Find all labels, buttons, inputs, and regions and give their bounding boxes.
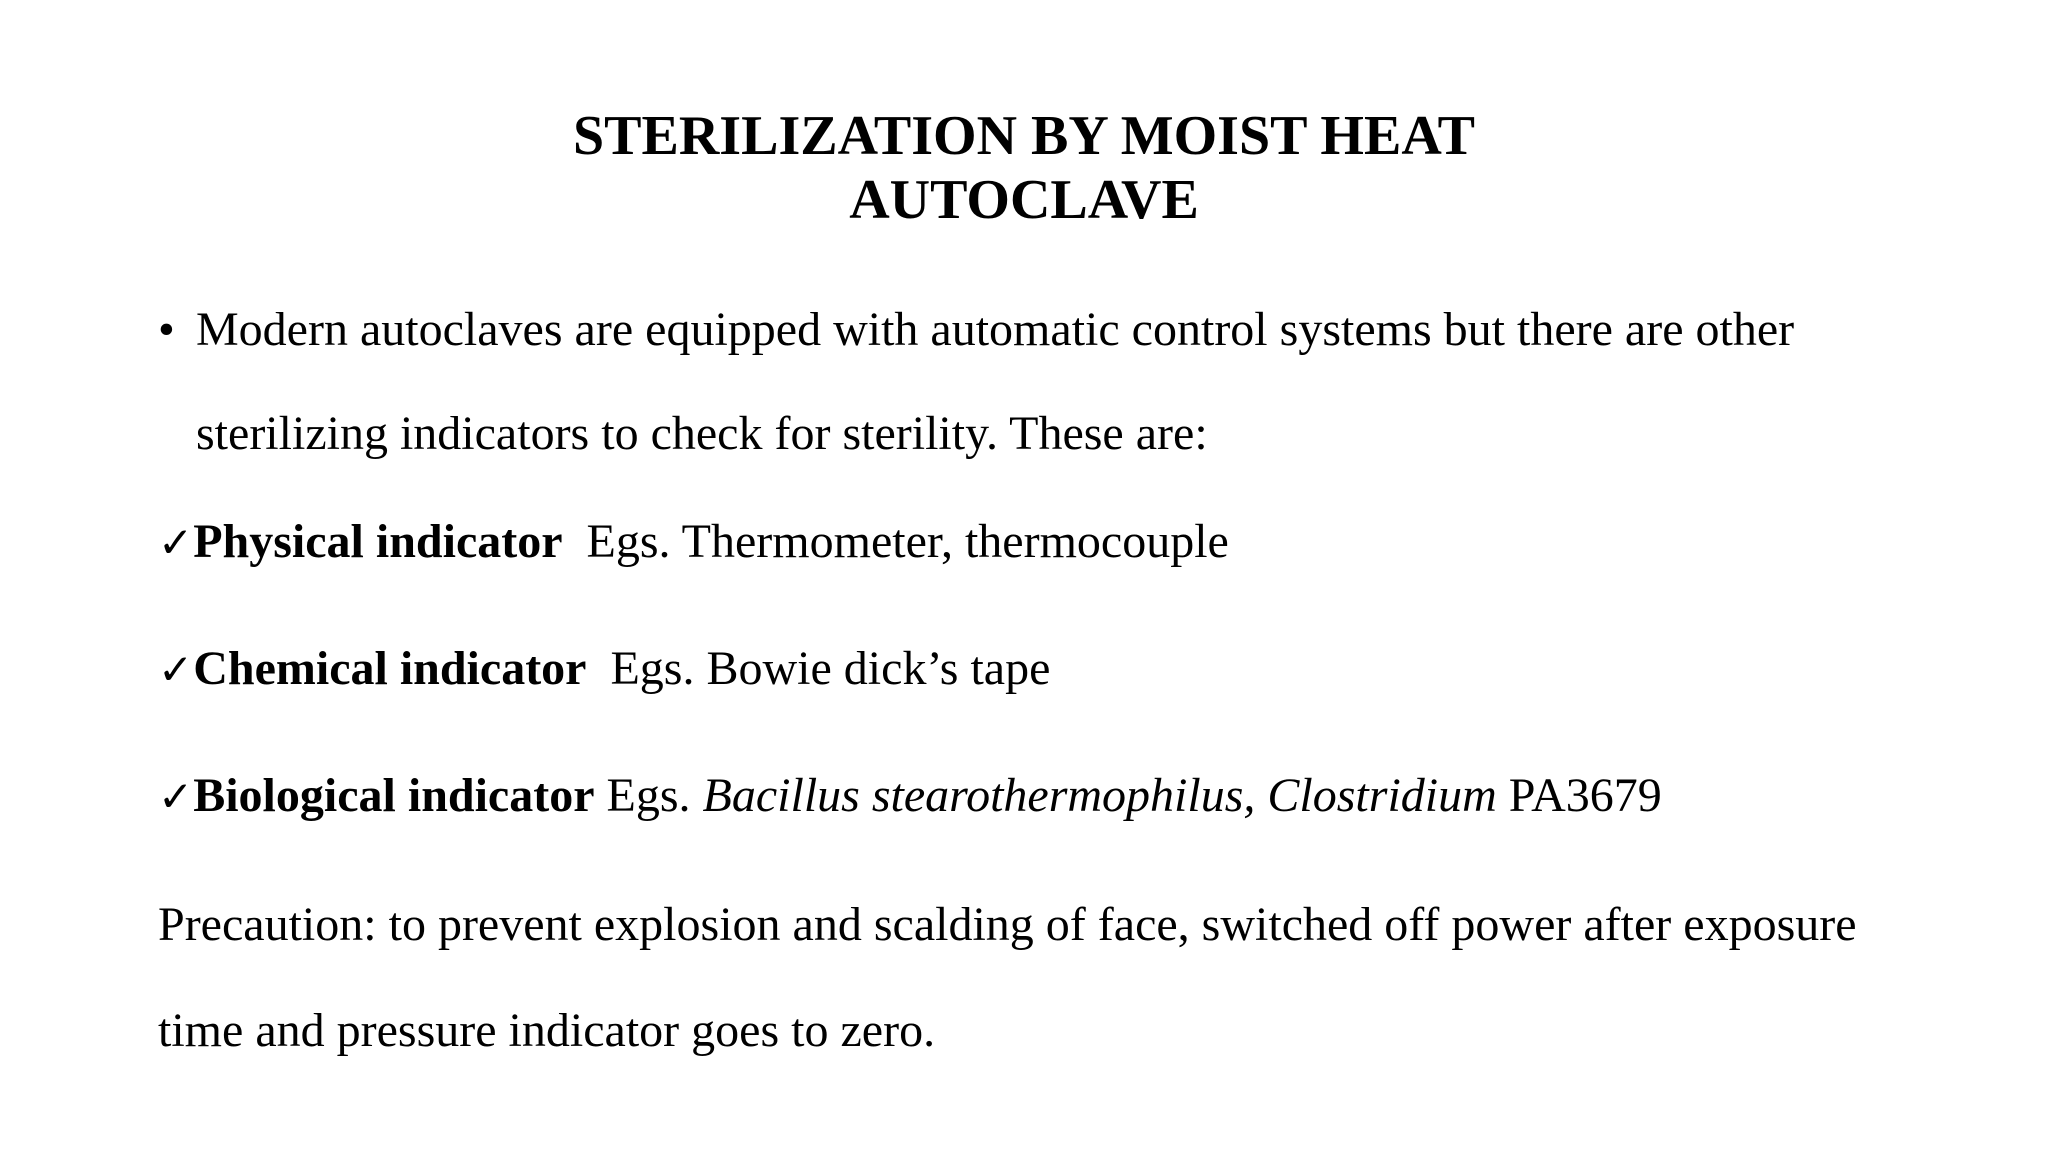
checkmark-icon: ✓ bbox=[158, 645, 194, 694]
intro-bullet bbox=[158, 278, 1858, 486]
checkmark-icon: ✓ bbox=[158, 772, 194, 821]
title-line-1: STERILIZATION BY MOIST HEAT bbox=[573, 105, 1475, 167]
precaution-text: Precaution: to prevent explosion and scalding of face, switched off power after exposure time and pressure indicator goes to zero. bbox=[158, 898, 1857, 1057]
biological-indicator-item bbox=[158, 764, 1662, 829]
physical-indicator-item bbox=[158, 510, 1229, 575]
indicator-label: Chemical indicator bbox=[193, 642, 587, 695]
indicator-examples-suffix: PA3679 bbox=[1496, 769, 1662, 822]
slide-title bbox=[0, 104, 2048, 232]
indicator-examples-prefix: Egs. bbox=[594, 769, 703, 822]
organism-names: Bacillus stearothermophilus, Clostridium bbox=[702, 769, 1497, 822]
chemical-indicator-item bbox=[158, 637, 1050, 702]
intro-text: Modern autoclaves are equipped with automatic control systems but there are other sterilizing indicators to check for sterility. These are: bbox=[196, 303, 1795, 460]
title-line-2: AUTOCLAVE bbox=[849, 169, 1199, 231]
indicator-label: Physical indicator bbox=[193, 515, 563, 568]
indicator-label: Biological indicator bbox=[193, 769, 595, 822]
bullet-dot-icon: • bbox=[158, 303, 175, 356]
checkmark-icon: ✓ bbox=[158, 518, 194, 567]
indicator-examples: Egs. Bowie dick’s tape bbox=[586, 642, 1051, 695]
indicator-examples: Egs. Thermometer, thermocouple bbox=[562, 515, 1229, 568]
